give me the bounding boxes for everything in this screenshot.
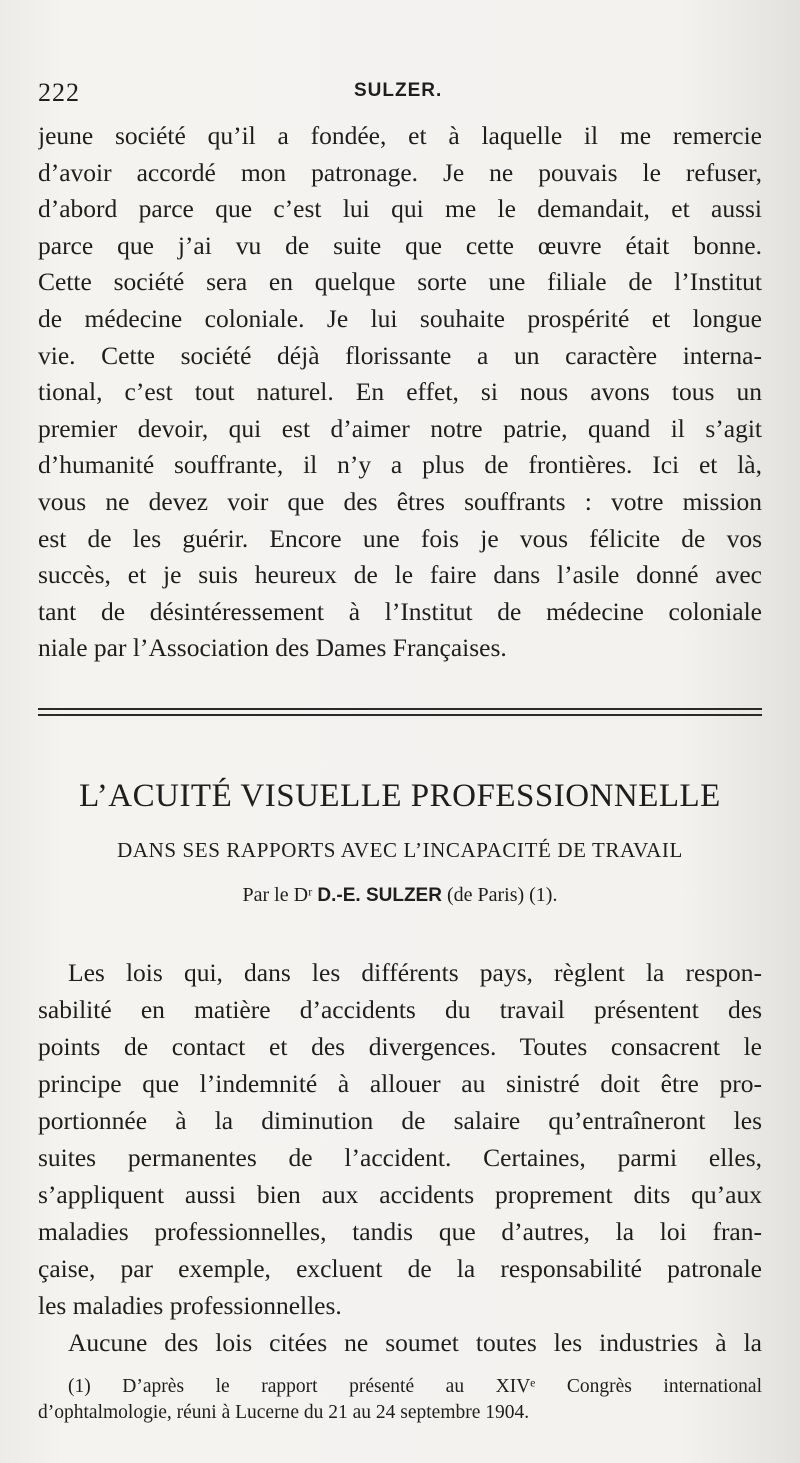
author-name: D.-E. SULZER <box>317 885 442 906</box>
text-line: portionnée à la diminution de salaire qu’entraîneront les <box>38 1106 762 1135</box>
text-line: principe que l’indemnité à allouer au sinistré doit être pro- <box>38 1069 762 1098</box>
footnote-line: d’ophtalmologie, réuni à Lucerne du 21 au 24 septembre 1904. <box>38 1402 530 1423</box>
text-line: parce que j’ai vu de suite que cette œuvre était bonne. <box>38 230 762 260</box>
previous-article-text <box>38 118 762 667</box>
section-divider-top <box>38 708 762 710</box>
article-title: L’ACUITÉ VISUELLE PROFESSIONNELLE <box>79 778 721 814</box>
text-line: Aucune des lois citées ne soumet toutes les industries à la <box>68 1328 762 1357</box>
article-subtitle: DANS SES RAPPORTS AVEC L’INCAPACITÉ DE TRAVAIL <box>117 838 683 862</box>
running-head: SULZER. <box>354 80 443 101</box>
section-divider-bottom <box>38 714 762 716</box>
text-line: çaise, par exemple, excluent de la responsabilité patronale <box>38 1254 762 1283</box>
byline-prefix: Par le Dʳ <box>242 884 313 906</box>
page-header <box>38 78 758 108</box>
text-line: premier devoir, qui est d’aimer notre patrie, quand il s’agit <box>38 413 762 443</box>
text-line: succès, et je suis heureux de le faire dans l’asile donné avec <box>38 560 762 590</box>
text-line: est de les guérir. Encore une fois je vous félicite de vos <box>38 523 762 553</box>
text-line: Les lois qui, dans les différents pays, règlent la respon- <box>68 958 762 987</box>
byline-suffix: (de Paris) (1). <box>446 884 558 906</box>
text-line: jeune société qu’il a fondée, et à laquelle il me remercie <box>38 121 762 150</box>
text-line: de médecine coloniale. Je lui souhaite prospérité et longue <box>38 303 762 333</box>
text-line: s’appliquent aussi bien aux accidents proprement dits qu’aux <box>38 1180 762 1209</box>
text-line: Cette société sera en quelque sorte une filiale de l’Institut <box>38 267 762 297</box>
footnote-line: (1) D’après le rapport présenté au XIVᵉ Congrès international <box>68 1376 762 1397</box>
text-line: tant de désintéressement à l’Institut de médecine coloniale <box>38 596 762 626</box>
text-line: tional, c’est tout naturel. En effet, si nous avons tous un <box>38 377 762 407</box>
text-line: sabilité en matière d’accidents du travail présentent des <box>38 995 762 1024</box>
page-number: 222 <box>38 78 80 107</box>
text-line: vie. Cette société déjà florissante a un caractère interna- <box>38 340 762 370</box>
article-byline <box>38 884 762 907</box>
text-line: maladies professionnelles, tandis que d’autres, la loi fran- <box>38 1217 762 1246</box>
text-line: d’abord parce que c’est lui qui me le demandait, et aussi <box>38 194 762 224</box>
text-line: vous ne devez voir que des êtres souffrants : votre mission <box>38 486 762 516</box>
footnote <box>38 1374 762 1426</box>
text-line: les maladies professionnelles. <box>38 1291 342 1320</box>
text-line: suites permanentes de l’accident. Certaines, parmi elles, <box>38 1143 762 1172</box>
text-line: d’humanité souffrante, il n’y a plus de frontières. Ici et là, <box>38 450 762 480</box>
article-body <box>38 954 762 1361</box>
text-line: points de contact et des divergences. Toutes consacrent le <box>38 1032 762 1061</box>
text-line: niale par l’Association des Dames Françaises. <box>38 633 507 663</box>
text-line: d’avoir accordé mon patronage. Je ne pouvais le refuser, <box>38 157 762 187</box>
